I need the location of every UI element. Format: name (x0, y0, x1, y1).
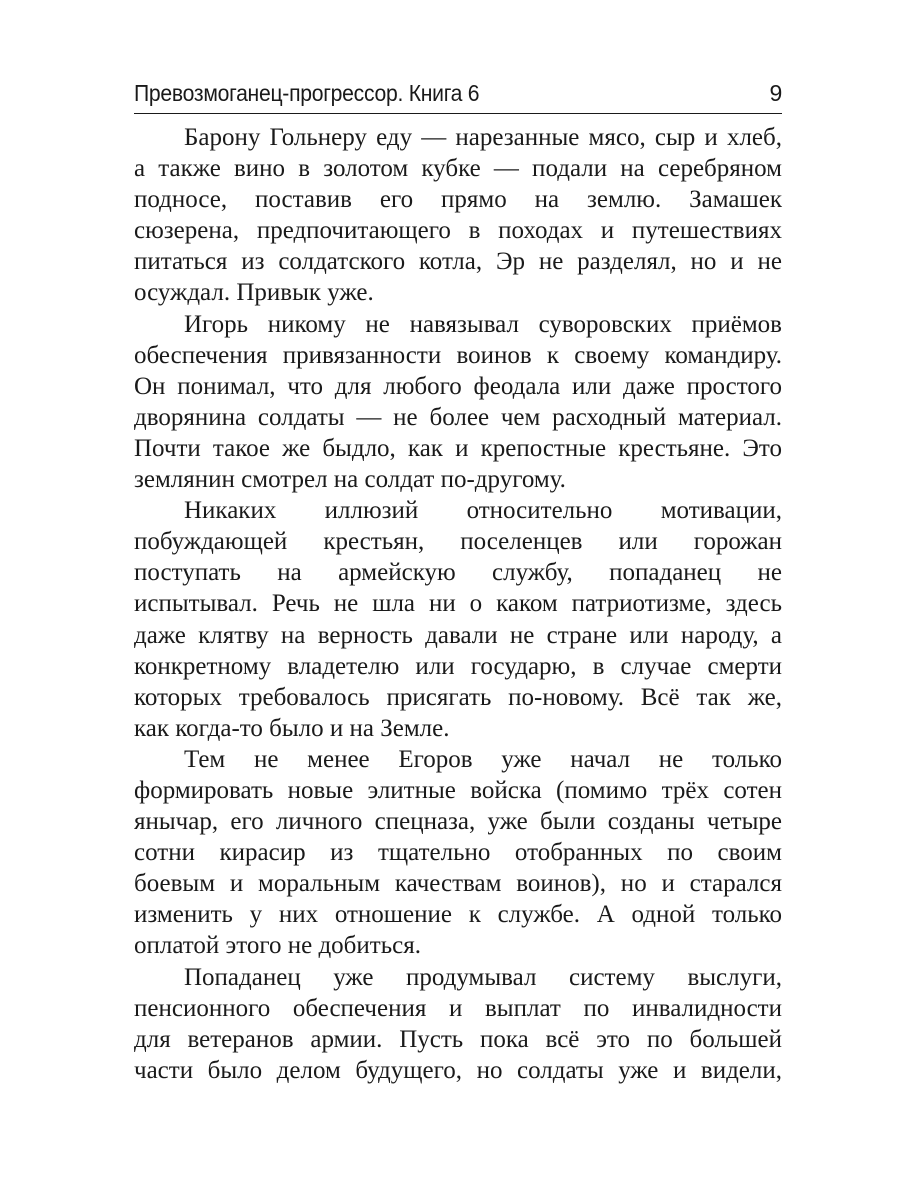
paragraph (134, 122, 782, 309)
text-line: для ветеранов армии. Пусть пока всё это по большей (134, 1025, 782, 1053)
text-line: как когда-то было и на Земле. (134, 714, 450, 742)
text-line: землянин смотрел на солдат по-другому. (134, 466, 566, 494)
text-line: которых требовалось присягать по-новому. Всё так же, (134, 683, 782, 711)
text-line: части было делом будущего, но солдаты уже и видели, (134, 1056, 782, 1084)
text-line: побуждающей крестьян, поселенцев или горожан (134, 528, 782, 556)
text-line: Тем не менее Егоров уже начал не только (184, 745, 782, 773)
body-text (134, 122, 782, 1086)
text-line: осуждал. Привык уже. (134, 279, 374, 307)
text-line: боевым и моральным качествам воинов), но и старался (134, 870, 782, 898)
text-line: дворянина солдаты — не более чем расходный материал. (134, 403, 782, 431)
text-line: подносе, поставив его прямо на землю. Замашек (134, 186, 782, 214)
text-line: формировать новые элитные войска (помимо трёх сотен (134, 776, 782, 804)
text-line: испытывал. Речь не шла ни о каком патриотизме, здесь (134, 590, 782, 618)
running-header (134, 76, 782, 110)
text-line: изменить у них отношение к службе. А одной только (134, 901, 782, 929)
paragraph (134, 744, 782, 962)
text-line: питаться из солдатского котла, Эр не разделял, но и не (134, 248, 782, 276)
text-line: поступать на армейскую службу, попаданец не (134, 559, 782, 587)
text-line: оплатой этого не добиться. (134, 932, 421, 960)
text-line: сотни кирасир из тщательно отобранных по своим (134, 839, 782, 867)
page-number: 9 (769, 80, 782, 106)
header-rule (134, 113, 782, 114)
text-line: конкретному владетелю или государю, в случае смерти (134, 652, 782, 680)
running-title: Превозмоганец-прогрессор. Книга 6 (134, 80, 480, 106)
paragraph (134, 309, 782, 496)
text-line: Никаких иллюзий относительно мотивации, (184, 497, 782, 525)
text-line: обеспечения привязанности воинов к своему командиру. (134, 341, 782, 369)
text-line: Почти такое же быдло, как и крепостные крестьяне. Это (134, 434, 782, 462)
paragraph (134, 962, 782, 1086)
text-line: даже клятву на верность давали не стране или народу, а (134, 621, 782, 649)
text-line: янычар, его личного спецназа, уже были созданы четыре (134, 808, 782, 836)
text-line: Барону Гольнеру еду — нарезанные мясо, сыр и хлеб, (184, 124, 782, 151)
text-line: Игорь никому не навязывал суворовских приёмов (184, 310, 782, 338)
text-line: сюзерена, предпочитающего в походах и путешествиях (134, 217, 782, 245)
text-line: а также вино в золотом кубке — подали на серебряном (134, 155, 782, 183)
text-line: Он понимал, что для любого феодала или даже простого (134, 372, 782, 400)
text-line: Попаданец уже продумывал систему выслуги, (184, 963, 782, 991)
paragraph (134, 495, 782, 744)
text-line: пенсионного обеспечения и выплат по инвалидности (134, 994, 782, 1022)
